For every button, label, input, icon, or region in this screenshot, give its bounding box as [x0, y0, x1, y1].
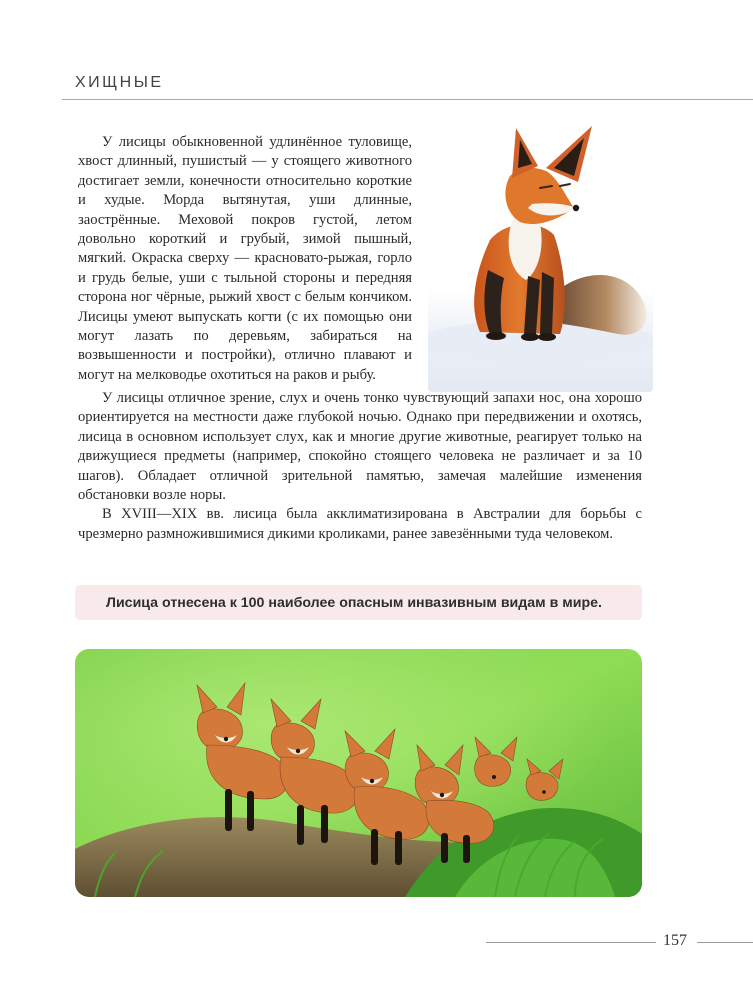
fox-cubs-photo: [75, 649, 642, 897]
footer-divider-right: [697, 942, 753, 943]
body-text: [78, 389, 642, 544]
intro-paragraph: У лисицы обыкновенной удлинённое туловище, хвост длинный, пушистый — у стоящего животного достигает земли, конечности относительно короткие и худые. Морда вытянутая, уши длинные, заострённые. Меховой покров густой, летом довольно короткий и грубый, зимой пышный, мягкий. Окраска сверху — красновато-рыжая, горло и грудь белые, уши с тыльной стороны и передняя сторона ног чёрные, рыжий хвост с белым кончиком. Лисицы умеют выпускать когти (с их помощью они могут лазать по деревьям, забираться на возвышенности и постройки), отлично плавают и могут на мелководье охотиться на раков и рыбу.: [78, 134, 412, 383]
section-title: ХИЩНЫЕ: [75, 74, 164, 91]
fact-callout: [75, 585, 642, 620]
fox-sitting-photo: [428, 120, 653, 392]
header-divider: [62, 99, 753, 100]
footer-divider-left: [486, 942, 656, 943]
paragraph-senses: У лисицы отличное зрение, слух и очень тонко чувствующий запахи нос, она хорошо ориентируется на местности даже глубокой ночью. Однако при передвижении и охотясь, лисица в основном использует слух, как и многие другие животные, реагирует только на движущиеся предметы (например, спокойно стоящего человека не различает и за 10 шагов). Обладает отличной зрительной памятью, замечая малейшие изменения обстановки возле норы.: [78, 390, 642, 504]
page-number: 157: [663, 932, 687, 949]
paragraph-australia: В XVIII—XIX вв. лисица была акклиматизирована в Австралии для борьбы с чрезмерно размножившимися дикими кроликами, ранее завезёнными туда человеком.: [78, 506, 642, 542]
fact-callout-text: Лисица отнесена к 100 наиболее опасным инвазивным видам в мире.: [106, 594, 602, 611]
intro-text: [78, 133, 412, 385]
